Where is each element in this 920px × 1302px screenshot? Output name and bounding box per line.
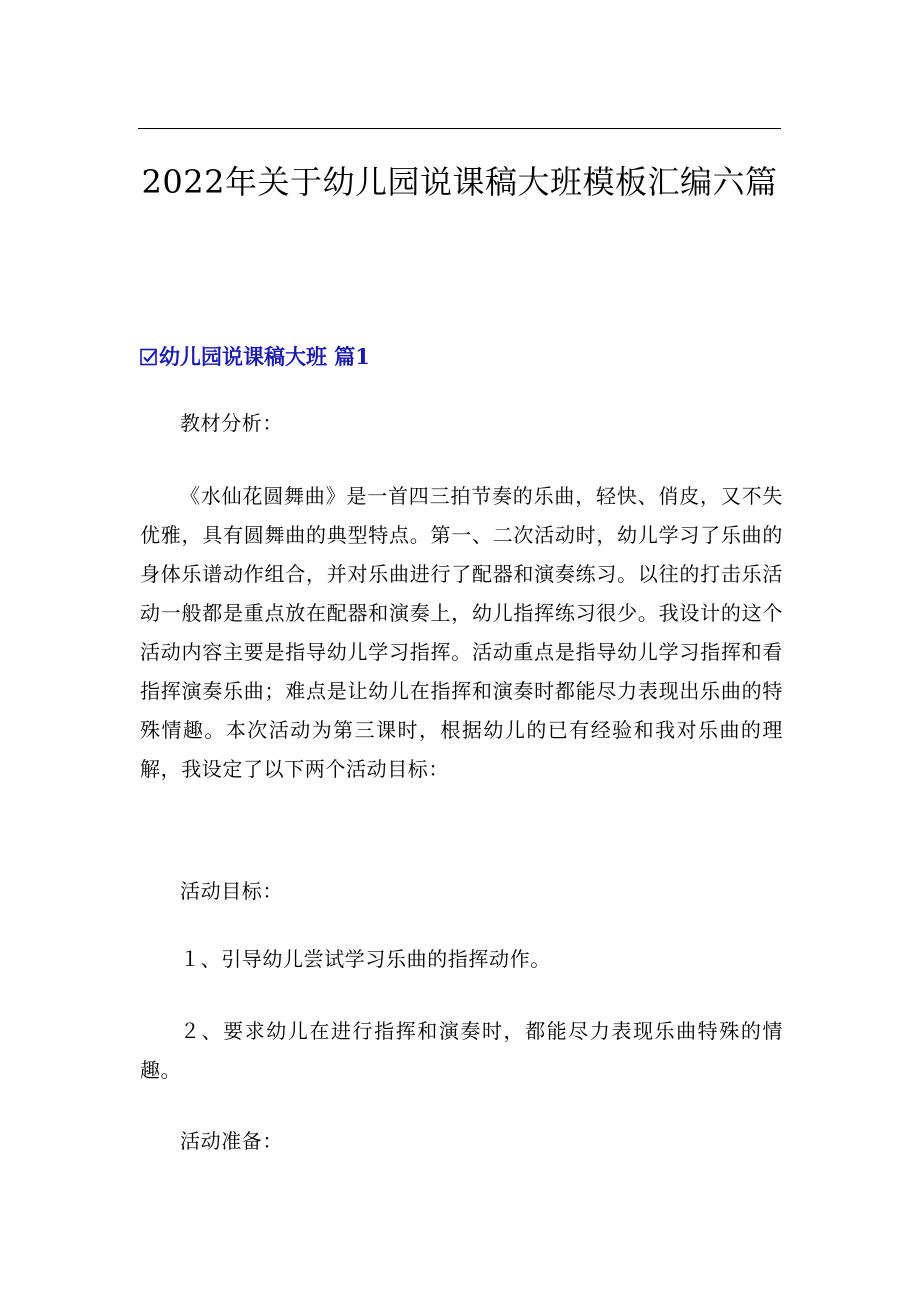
header-rule — [138, 128, 781, 129]
label-textbook-analysis: 教材分析： — [180, 411, 283, 435]
goal-item-1: １、引导幼儿尝试学习乐曲的指挥动作。 — [180, 947, 551, 971]
checkbox-icon — [140, 348, 158, 366]
label-activity-preparation: 活动准备： — [180, 1129, 283, 1153]
section-heading-text: 幼儿园说课稿大班 篇1 — [159, 344, 370, 369]
goal-item-2: ２、要求幼儿在进行指挥和演奏时，都能尽力表现乐曲特殊的情趣。 — [140, 1019, 783, 1082]
section-heading — [140, 340, 370, 374]
label-activity-goals: 活动目标： — [180, 879, 283, 903]
document-title: 2022年关于幼儿园说课稿大班模板汇编六篇 — [141, 163, 778, 201]
body-paragraph: 《水仙花圆舞曲》是一首四三拍节奏的乐曲，轻快、俏皮，又不失优雅，具有圆舞曲的典型特点。第一、二次活动时，幼儿学习了乐曲的身体乐谱动作组合，并对乐曲进行了配器和演奏练习。以往的打击乐活动一般都是重点放在配器和演奏上，幼儿指挥练习很少。我设计的这个活动内容主要是指导幼儿学习指挥。活动重点是指导幼儿学习指挥和看指挥演奏乐曲；难点是让幼儿在指挥和演奏时都能尽力表现出乐曲的特殊情趣。本次活动为第三课时，根据幼儿的已有经验和我对乐曲的理解，我设定了以下两个活动目标： — [140, 484, 783, 781]
